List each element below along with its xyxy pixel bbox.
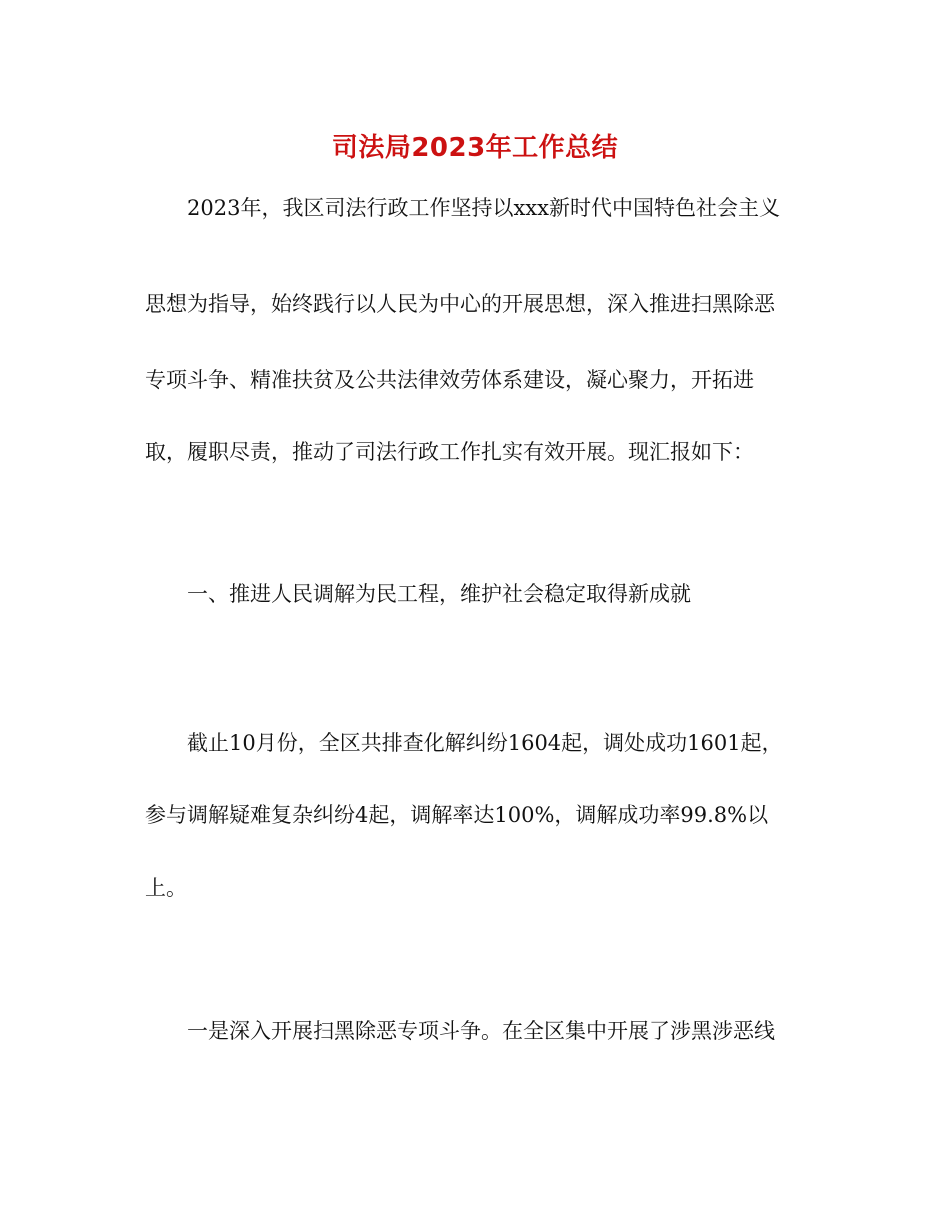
section-line-3: 上。 bbox=[145, 876, 187, 900]
intro-line-2: 思想为指导，始终践行以人民为中心的开展思想，深入推进扫黑除恶 bbox=[145, 292, 775, 316]
intro-line-1: 2023年，我区司法行政工作坚持以xxx新时代中国特色社会主义 bbox=[187, 196, 780, 220]
section-line-2: 参与调解疑难复杂纠纷4起，调解率达100%，调解成功率99.8%以 bbox=[145, 803, 769, 827]
intro-line-4: 取，履职尽责，推动了司法行政工作扎实有效开展。现汇报如下： bbox=[145, 440, 754, 464]
section-line-1: 截止10月份，全区共排查化解纠纷1604起，调处成功1601起， bbox=[187, 731, 783, 755]
intro-line-3: 专项斗争、精准扶贫及公共法律效劳体系建设，凝心聚力，开拓进 bbox=[145, 368, 754, 392]
section-heading: 一、推进人民调解为民工程，维护社会稳定取得新成就 bbox=[187, 582, 691, 606]
paragraph-line: 一是深入开展扫黑除恶专项斗争。在全区集中开展了涉黑涉恶线 bbox=[187, 1019, 775, 1043]
document-title: 司法局2023年工作总结 bbox=[331, 133, 619, 163]
